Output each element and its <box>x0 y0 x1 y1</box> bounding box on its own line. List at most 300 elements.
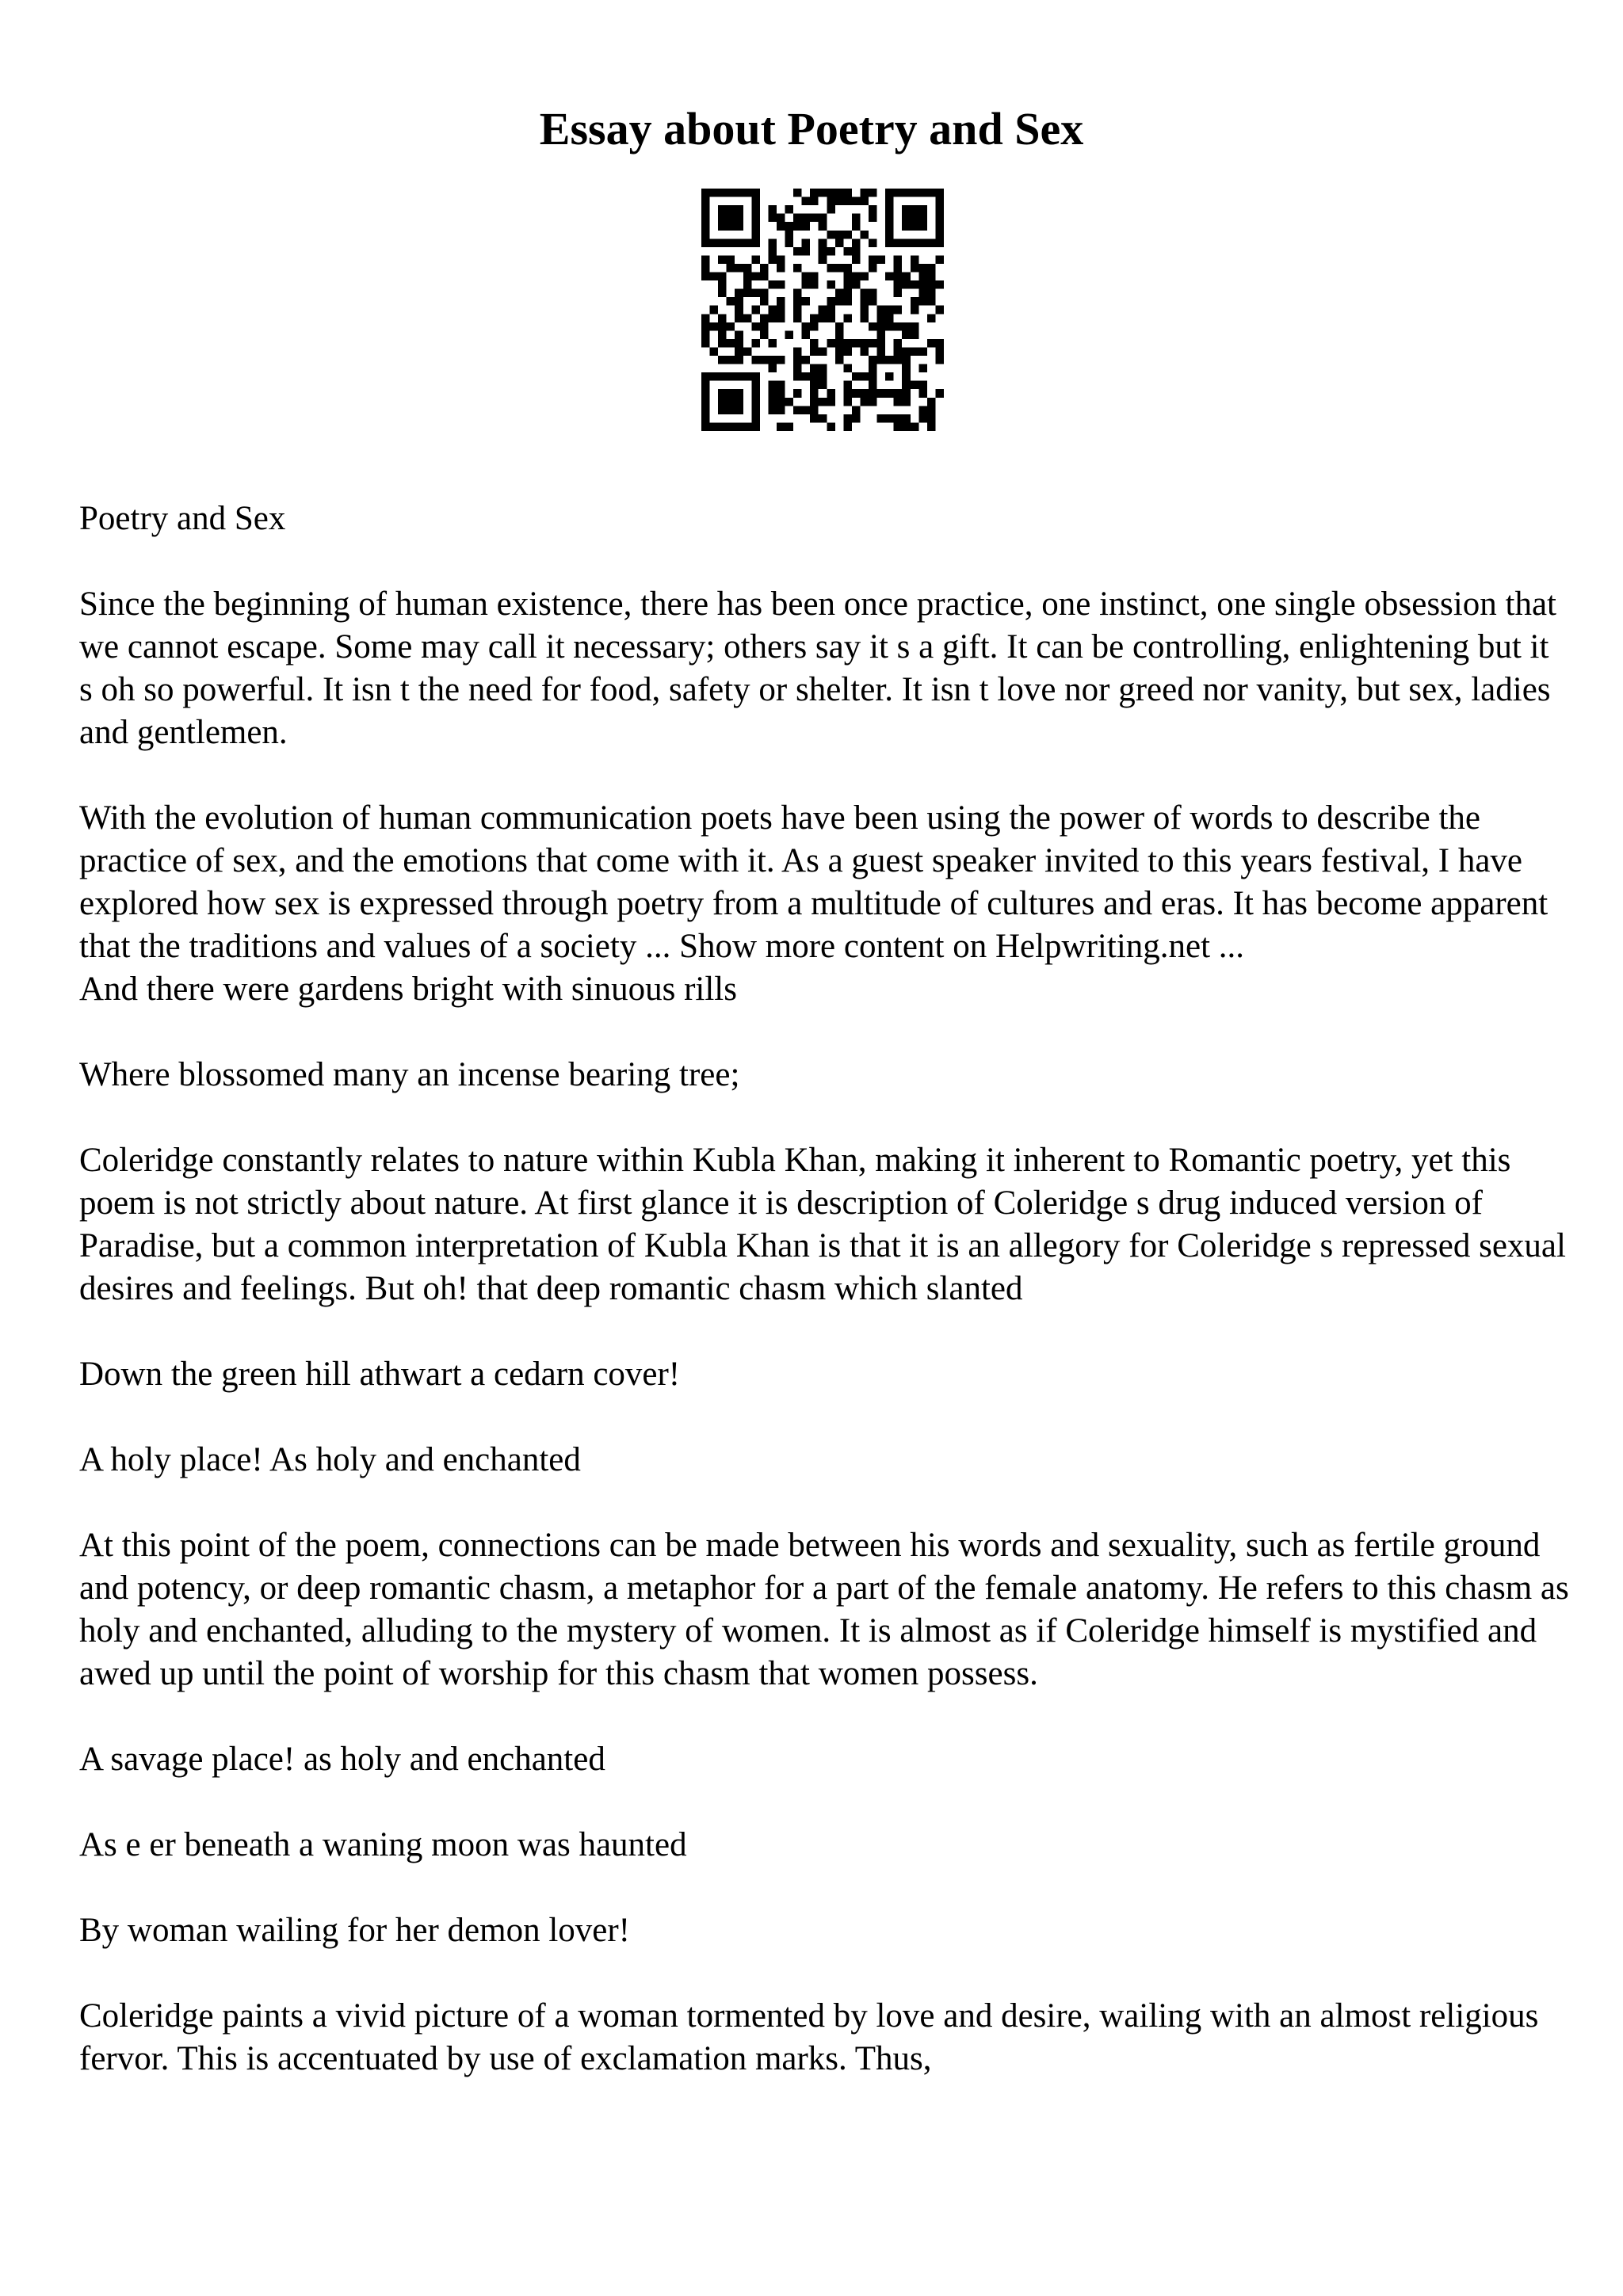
qr-module <box>911 330 919 339</box>
qr-module <box>793 406 802 414</box>
qr-module <box>877 389 886 398</box>
qr-module <box>869 356 877 364</box>
qr-module <box>810 364 819 373</box>
qr-module <box>819 214 827 223</box>
qr-module <box>927 314 936 322</box>
qr-module <box>869 297 877 306</box>
qr-module <box>785 205 794 214</box>
qr-module <box>777 314 785 322</box>
qr-module <box>835 330 844 339</box>
section-heading: Poetry and Sex <box>79 500 286 537</box>
qr-module <box>718 280 727 289</box>
qr-module <box>727 339 735 348</box>
qr-module <box>819 398 827 406</box>
qr-module <box>735 214 743 223</box>
qr-module <box>751 339 760 348</box>
qr-module <box>894 289 903 298</box>
qr-module <box>860 189 869 197</box>
qr-module <box>852 339 861 348</box>
qr-module <box>927 280 936 289</box>
qr-module <box>819 222 827 231</box>
qr-module <box>843 273 852 281</box>
qr-module <box>777 264 785 273</box>
qr-module <box>860 314 869 322</box>
qr-module <box>918 414 927 423</box>
qr-module <box>935 214 944 223</box>
qr-module <box>869 372 877 381</box>
qr-module <box>835 238 844 247</box>
paragraph: Coleridge constantly relates to nature within Kubla Khan, making it inherent to Romantic poetry, yet this poem is not strictly about nature. At first glance it is description of Coleridge s drug induced version of Paradise, but a common interpretation of Kubla Khan is that it is an allegory for Coleridge s repressed sexual desires and feelings. But oh! that deep romantic chasm which slanted <box>79 1142 1566 1307</box>
qr-module <box>735 389 743 398</box>
qr-module <box>751 273 760 281</box>
qr-module <box>785 422 794 431</box>
qr-module <box>727 356 735 364</box>
qr-module <box>860 339 869 348</box>
qr-module <box>735 422 743 431</box>
page-title: Essay about Poetry and Sex <box>539 103 1084 154</box>
qr-module <box>701 414 710 423</box>
qr-module <box>751 381 760 390</box>
qr-module <box>885 322 894 331</box>
qr-module <box>810 280 819 289</box>
qr-module <box>701 238 710 247</box>
qr-module <box>935 347 944 356</box>
qr-module <box>869 389 877 398</box>
qr-module <box>777 280 785 289</box>
qr-module <box>727 372 735 381</box>
qr-module <box>869 255 877 264</box>
paragraph: With the evolution of human communication poets have been using the power of words to describe the practice of sex, and the emotions that come with it. As a guest speaker invited to this years festival, I have explored how sex is expressed through poetry from a multitude of cultures and eras. It has become apparent that the traditions and values of a society ... Show more content on Helpwriting.net ... <box>79 799 1549 965</box>
qr-module <box>827 306 835 315</box>
qr-module <box>768 238 777 247</box>
qr-module <box>827 314 835 322</box>
qr-module <box>760 297 769 306</box>
qr-module <box>701 422 710 431</box>
qr-module <box>718 289 727 298</box>
qr-module <box>802 297 811 306</box>
qr-module <box>810 372 819 381</box>
qr-module <box>827 422 835 431</box>
qr-module <box>885 222 894 231</box>
qr-module <box>894 238 903 247</box>
qr-module <box>894 389 903 398</box>
qr-module <box>727 398 735 406</box>
qr-module <box>802 322 811 331</box>
qr-module <box>843 347 852 356</box>
qr-module <box>835 322 844 331</box>
qr-module <box>869 339 877 348</box>
qr-module <box>843 398 852 406</box>
qr-module <box>869 289 877 298</box>
qr-module <box>710 238 719 247</box>
qr-module <box>760 322 769 331</box>
qr-module <box>918 297 927 306</box>
qr-module <box>911 255 919 264</box>
qr-code-icon <box>701 189 944 431</box>
qr-module <box>735 398 743 406</box>
qr-module <box>902 389 911 398</box>
qr-module <box>793 297 802 306</box>
qr-module <box>701 189 710 197</box>
qr-module <box>768 280 777 289</box>
qr-module <box>819 247 827 256</box>
qr-module <box>735 238 743 247</box>
qr-module <box>877 306 886 315</box>
qr-module <box>902 222 911 231</box>
qr-module <box>927 238 936 247</box>
qr-module <box>785 398 794 406</box>
qr-module <box>918 389 927 398</box>
qr-module <box>885 214 894 223</box>
qr-module <box>718 189 727 197</box>
qr-module <box>902 322 911 331</box>
qr-module <box>827 231 835 239</box>
qr-module <box>701 372 710 381</box>
qr-module <box>751 356 760 364</box>
qr-module <box>902 280 911 289</box>
qr-module <box>727 255 735 264</box>
qr-module <box>835 264 844 273</box>
qr-module <box>843 280 852 289</box>
qr-module <box>701 264 710 273</box>
qr-module <box>877 255 886 264</box>
qr-module <box>918 214 927 223</box>
qr-module <box>852 406 861 414</box>
qr-module <box>718 322 727 331</box>
qr-module <box>877 314 886 322</box>
qr-module <box>735 222 743 231</box>
qr-module <box>735 356 743 364</box>
qr-module <box>793 222 802 231</box>
qr-module <box>701 273 710 281</box>
qr-module <box>793 364 802 373</box>
qr-module <box>852 273 861 281</box>
qr-module <box>885 231 894 239</box>
qr-module <box>835 197 844 206</box>
qr-module <box>935 389 944 398</box>
qr-module <box>819 414 827 423</box>
qr-module <box>760 356 769 364</box>
qr-module <box>701 255 710 264</box>
qr-module <box>885 414 894 423</box>
qr-module <box>885 189 894 197</box>
qr-module <box>852 414 861 423</box>
qr-module <box>718 372 727 381</box>
qr-module <box>710 322 719 331</box>
qr-module <box>911 189 919 197</box>
qr-module <box>743 347 752 356</box>
qr-module <box>735 189 743 197</box>
qr-module <box>935 197 944 206</box>
qr-module <box>843 422 852 431</box>
qr-module <box>793 247 802 256</box>
qr-module <box>894 322 903 331</box>
qr-module <box>793 189 802 197</box>
qr-module <box>819 314 827 322</box>
qr-module <box>852 247 861 256</box>
qr-module <box>777 381 785 390</box>
qr-module <box>751 255 760 264</box>
poem-line: And there were gardens bright with sinuous rills <box>79 971 737 1008</box>
qr-module <box>751 197 760 206</box>
qr-module <box>710 372 719 381</box>
qr-module <box>802 238 811 247</box>
qr-module <box>902 189 911 197</box>
qr-module <box>768 364 777 373</box>
qr-module <box>777 255 785 264</box>
qr-module <box>718 238 727 247</box>
qr-module <box>927 264 936 273</box>
qr-module <box>701 197 710 206</box>
qr-module <box>718 273 727 281</box>
qr-module <box>802 273 811 281</box>
qr-module <box>810 381 819 390</box>
qr-module <box>701 406 710 414</box>
qr-module <box>701 222 710 231</box>
qr-module <box>751 238 760 247</box>
qr-module <box>751 422 760 431</box>
qr-module <box>860 297 869 306</box>
qr-module <box>785 231 794 239</box>
qr-module <box>727 389 735 398</box>
qr-module <box>927 189 936 197</box>
qr-module <box>819 381 827 390</box>
qr-module <box>751 372 760 381</box>
qr-module <box>877 347 886 356</box>
qr-module <box>810 214 819 223</box>
qr-module <box>819 347 827 356</box>
qr-module <box>727 297 735 306</box>
qr-module <box>918 289 927 298</box>
qr-module <box>835 356 844 364</box>
qr-module <box>911 422 919 431</box>
qr-module <box>894 356 903 364</box>
qr-module <box>935 255 944 264</box>
qr-module <box>751 205 760 214</box>
qr-module <box>935 189 944 197</box>
qr-module <box>894 414 903 423</box>
qr-module <box>911 264 919 273</box>
qr-module <box>894 280 903 289</box>
qr-module <box>935 306 944 315</box>
qr-module <box>810 347 819 356</box>
qr-module <box>894 255 903 264</box>
qr-module <box>701 322 710 331</box>
qr-module <box>869 205 877 214</box>
qr-module <box>810 322 819 331</box>
qr-module <box>743 314 752 322</box>
qr-module <box>860 389 869 398</box>
qr-module <box>701 205 710 214</box>
qr-module <box>793 306 802 315</box>
qr-module <box>785 222 794 231</box>
qr-module <box>827 205 835 214</box>
qr-module <box>902 372 911 381</box>
qr-module <box>819 306 827 315</box>
qr-module <box>751 306 760 315</box>
qr-module <box>852 255 861 264</box>
qr-module <box>718 255 727 264</box>
qr-module <box>802 330 811 339</box>
qr-module <box>718 398 727 406</box>
qr-module <box>810 314 819 322</box>
qr-module <box>751 406 760 414</box>
qr-module <box>802 247 811 256</box>
qr-module <box>869 398 877 406</box>
qr-module <box>852 389 861 398</box>
qr-module <box>902 330 911 339</box>
qr-module <box>935 356 944 364</box>
qr-module <box>927 297 936 306</box>
qr-module <box>843 414 852 423</box>
qr-module <box>902 205 911 214</box>
qr-module <box>785 238 794 247</box>
qr-module <box>710 306 719 315</box>
qr-module <box>735 314 743 322</box>
qr-module <box>768 214 777 223</box>
qr-module <box>877 330 886 339</box>
qr-module <box>885 314 894 322</box>
qr-module <box>885 389 894 398</box>
qr-module <box>793 289 802 298</box>
qr-module <box>843 389 852 398</box>
qr-module <box>793 264 802 273</box>
qr-module <box>735 406 743 414</box>
qr-module <box>885 306 894 315</box>
qr-module <box>810 398 819 406</box>
qr-module <box>810 197 819 206</box>
qr-module <box>718 314 727 322</box>
qr-module <box>843 297 852 306</box>
qr-module <box>827 389 835 398</box>
qr-module <box>902 273 911 281</box>
qr-module <box>935 222 944 231</box>
qr-module <box>819 364 827 373</box>
qr-module <box>843 247 852 256</box>
paragraph: Since the beginning of human existence, there has been once practice, one instinct, one single obsession that we cannot escape. Some may call it necessary; others say it s a gift. It can be controlling, enlightening but it s oh so powerful. It isn t the need for food, safety or shelter. It isn t love nor greed nor vanity, but sex, ladies and gentlemen. <box>79 585 1556 751</box>
qr-module <box>911 381 919 390</box>
qr-module <box>918 347 927 356</box>
qr-module <box>877 322 886 331</box>
qr-module <box>718 389 727 398</box>
qr-module <box>802 214 811 223</box>
qr-module <box>802 280 811 289</box>
qr-module <box>727 322 735 331</box>
qr-module <box>911 322 919 331</box>
qr-module <box>710 347 719 356</box>
qr-module <box>727 205 735 214</box>
qr-module <box>751 289 760 298</box>
qr-module <box>918 238 927 247</box>
qr-module <box>727 422 735 431</box>
qr-module <box>810 189 819 197</box>
qr-module <box>710 189 719 197</box>
qr-module <box>751 322 760 331</box>
qr-module <box>768 255 777 264</box>
qr-module <box>701 314 710 322</box>
qr-module <box>835 297 844 306</box>
qr-module <box>743 372 752 381</box>
qr-module <box>701 231 710 239</box>
qr-module <box>793 314 802 322</box>
qr-module <box>827 297 835 306</box>
qr-module <box>743 280 752 289</box>
qr-module <box>935 231 944 239</box>
qr-module <box>885 372 894 381</box>
qr-module <box>927 398 936 406</box>
qr-module <box>911 222 919 231</box>
qr-module <box>793 372 802 381</box>
qr-module <box>718 339 727 348</box>
qr-module <box>827 247 835 256</box>
qr-module <box>852 372 861 381</box>
qr-module <box>768 398 777 406</box>
qr-module <box>869 381 877 390</box>
qr-module <box>727 406 735 414</box>
qr-module <box>918 189 927 197</box>
qr-module <box>885 273 894 281</box>
qr-module <box>735 205 743 214</box>
qr-module <box>819 238 827 247</box>
qr-module <box>718 330 727 339</box>
qr-module <box>935 205 944 214</box>
qr-module <box>827 264 835 273</box>
qr-module <box>768 314 777 322</box>
qr-module <box>911 297 919 306</box>
qr-module <box>810 273 819 281</box>
qr-module <box>911 306 919 315</box>
qr-module <box>760 264 769 273</box>
qr-module <box>751 189 760 197</box>
qr-module <box>843 381 852 390</box>
qr-module <box>894 347 903 356</box>
qr-module <box>902 214 911 223</box>
qr-module <box>877 414 886 423</box>
qr-module <box>718 222 727 231</box>
qr-module <box>843 364 852 373</box>
qr-module <box>935 280 944 289</box>
qr-module <box>835 231 844 239</box>
qr-module <box>911 347 919 356</box>
qr-module <box>743 264 752 273</box>
qr-module <box>802 406 811 414</box>
qr-module <box>927 273 936 281</box>
qr-module <box>743 289 752 298</box>
qr-module <box>852 197 861 206</box>
qr-module <box>718 205 727 214</box>
qr-module <box>843 189 852 197</box>
qr-module <box>827 189 835 197</box>
qr-module <box>902 398 911 406</box>
qr-module <box>911 214 919 223</box>
qr-module <box>918 222 927 231</box>
qr-module <box>785 330 794 339</box>
qr-module <box>843 264 852 273</box>
qr-module <box>751 398 760 406</box>
qr-module <box>911 205 919 214</box>
qr-module <box>701 214 710 223</box>
qr-module <box>835 339 844 348</box>
qr-module <box>710 273 719 281</box>
qr-module <box>727 264 735 273</box>
poem-line: By woman wailing for her demon lover! <box>79 1912 630 1949</box>
qr-module <box>885 205 894 214</box>
qr-module <box>819 189 827 197</box>
qr-module <box>743 189 752 197</box>
qr-module <box>793 347 802 356</box>
qr-module <box>727 214 735 223</box>
qr-module <box>885 197 894 206</box>
